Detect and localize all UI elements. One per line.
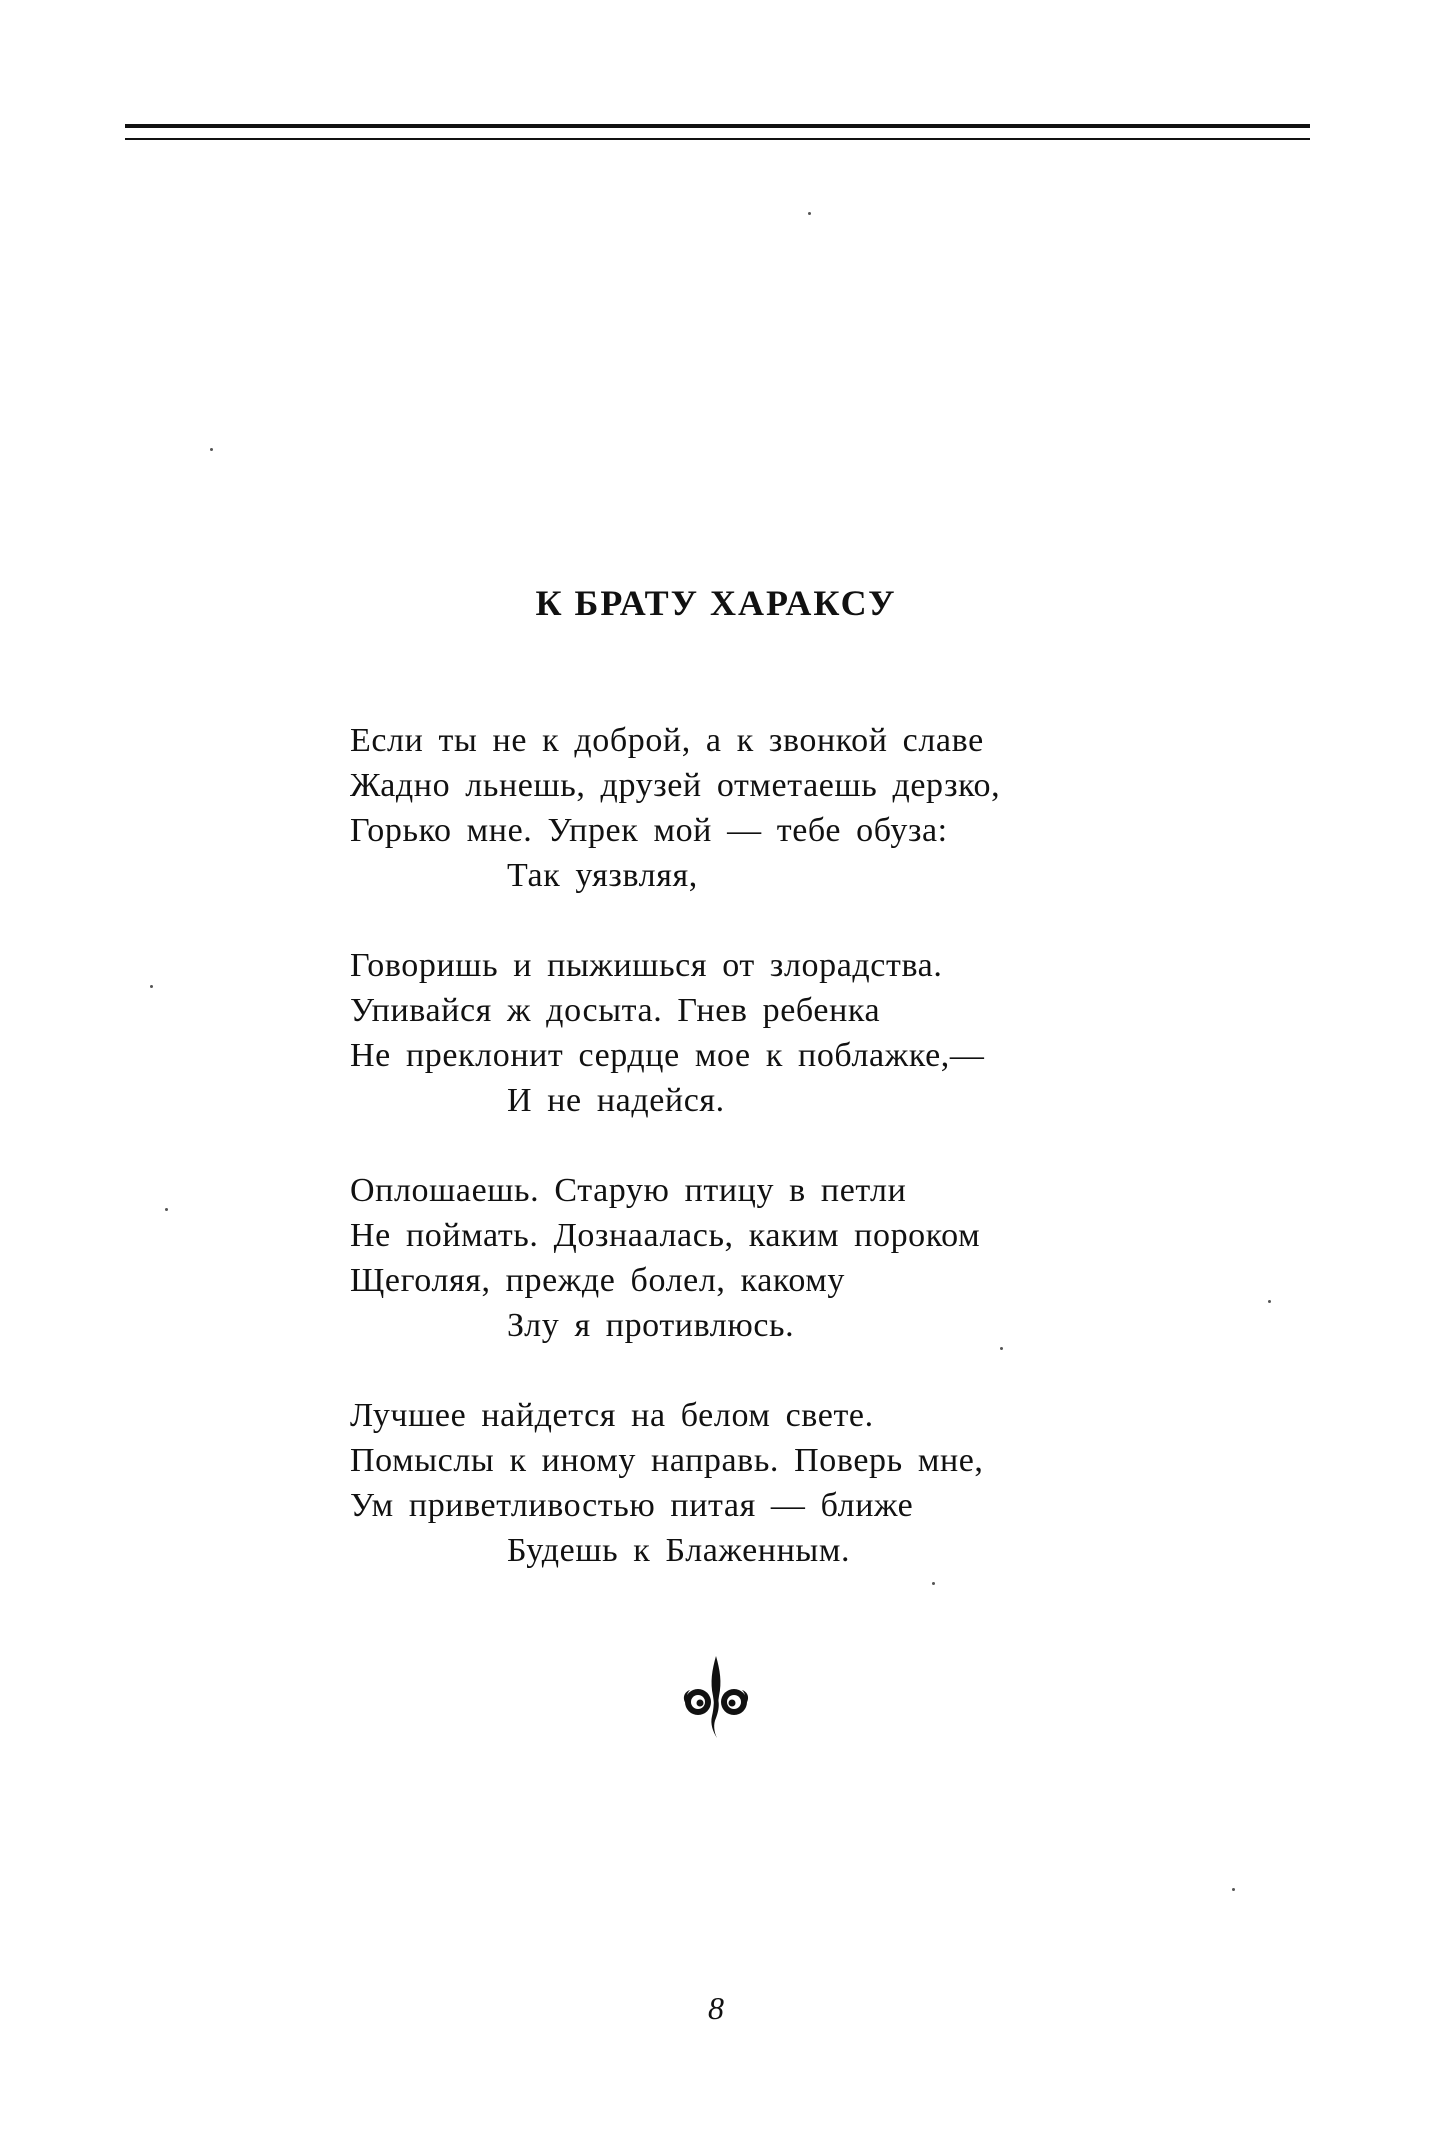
page-number: 8: [708, 1990, 724, 2026]
poem-line-short: Злу я противлюсь.: [507, 1307, 795, 1344]
poem-line: Помыслы к иному направь. Поверь мне,: [350, 1442, 984, 1479]
print-speck: [150, 985, 153, 988]
poem-line: Если ты не к доброй, а к звонкой славе: [350, 722, 984, 759]
stanza-1: [350, 718, 1250, 898]
print-speck: [808, 212, 811, 215]
poem-line: Оплошаешь. Старую птицу в петли: [350, 1172, 907, 1209]
header-rule-thick: [125, 124, 1310, 128]
print-speck: [165, 1208, 168, 1211]
poem-line-short: Так уязвляя,: [507, 857, 698, 894]
poem-line: Лучшее найдется на белом свете.: [350, 1397, 874, 1434]
poem-line-short: Будешь к Блаженным.: [507, 1532, 851, 1569]
poem-title: К БРАТУ ХАРАКСУ: [535, 583, 897, 623]
print-speck: [1232, 1888, 1235, 1891]
header-rule-thin: [125, 138, 1310, 140]
print-speck: [932, 1582, 935, 1585]
print-speck: [1000, 1347, 1003, 1350]
stanza-4: [350, 1393, 1250, 1573]
poem-line: Жадно льнешь, друзей отметаешь дерзко,: [350, 767, 1001, 804]
poem-line: Не поймать. Дознаалась, каким пороком: [350, 1217, 981, 1254]
poem-line: Ум приветливостью питая — ближе: [350, 1487, 914, 1524]
poem-line: Говоришь и пыжишься от злорадства.: [350, 947, 943, 984]
print-speck: [1268, 1300, 1271, 1303]
poem-line: Не преклонит сердце мое к поблажке,—: [350, 1037, 985, 1074]
fleuron-icon: [680, 1652, 752, 1742]
stanza-3: [350, 1168, 1250, 1348]
print-speck: [210, 448, 213, 451]
poem-body: [350, 718, 1250, 1618]
poem-line: Горько мне. Упрек мой — тебе обуза:: [350, 812, 948, 849]
stanza-2: [350, 943, 1250, 1123]
poem-line: Упивайся ж досыта. Гнев ребенка: [350, 992, 881, 1029]
poem-line-short: И не надейся.: [507, 1082, 725, 1119]
poem-line: Щеголяя, прежде болел, какому: [350, 1262, 845, 1299]
